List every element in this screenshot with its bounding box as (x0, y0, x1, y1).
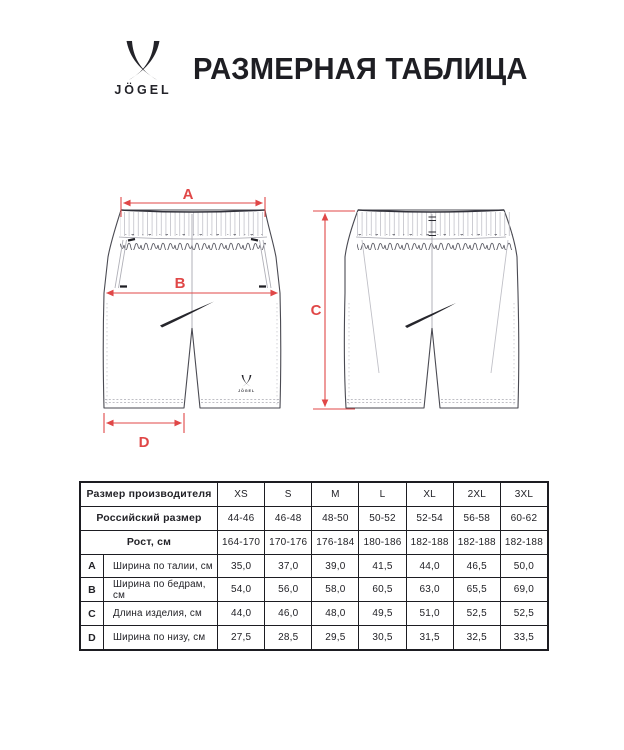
dimension-value: 27,5 (218, 626, 265, 649)
size-table-header-value: 182-188 (407, 531, 454, 554)
dimension-value: 28,5 (265, 626, 312, 649)
dimension-label: Ширина по бедрам, см (104, 578, 218, 601)
dimension-value: 44,0 (218, 602, 265, 625)
mini-jogel-wordmark: JÖGEL (238, 389, 255, 393)
dimension-b-label: B (174, 275, 186, 292)
dimension-value: 50,0 (513, 560, 535, 572)
shorts-back-drawing (300, 178, 530, 462)
brand-wordmark: JÖGEL (114, 83, 172, 97)
dimension-value: 49,5 (359, 602, 406, 625)
dimension-value: 32,5 (454, 626, 501, 649)
size-table-header-value: 60-62 (510, 512, 538, 524)
size-table-header-value: 170-176 (265, 531, 312, 554)
dimension-value: 31,5 (407, 626, 454, 649)
dimension-letter: A (81, 555, 104, 578)
size-table-header-value: L (359, 483, 406, 506)
size-table-header-value: 182-188 (504, 536, 543, 548)
dimension-d-label: D (138, 434, 150, 451)
dimension-value: 30,5 (359, 626, 406, 649)
dimension-value: 56,0 (265, 578, 312, 601)
dimension-d-arrow (104, 413, 184, 433)
page-title: РАЗМЕРНАЯ ТАБЛИЦА (193, 51, 528, 86)
dimension-value: 44,0 (407, 555, 454, 578)
waistband-scrunch (120, 234, 266, 250)
dimension-c-label: C (310, 302, 322, 319)
table-row (81, 483, 547, 507)
size-table-header-value: S (265, 483, 312, 506)
size-table-header-value: 48-50 (312, 507, 359, 530)
shorts-front-drawing (90, 178, 290, 462)
dimension-value: 29,5 (312, 626, 359, 649)
size-table-header-value: XL (407, 483, 454, 506)
dimension-value: 33,5 (513, 632, 535, 644)
size-table (79, 481, 549, 651)
dimension-label: Ширина по низу, см (104, 626, 218, 649)
size-table-header-value: 182-188 (454, 531, 501, 554)
dimension-value: 58,0 (312, 578, 359, 601)
dimension-label: Длина изделия, см (104, 602, 218, 625)
brand-logo (104, 40, 182, 97)
size-table-header-value: 50-52 (359, 507, 406, 530)
size-table-header-value: 46-48 (265, 507, 312, 530)
dimension-value: 37,0 (265, 555, 312, 578)
table-row (81, 531, 547, 555)
table-row (81, 507, 547, 531)
dimension-value: 60,5 (359, 578, 406, 601)
size-table-header-value: 56-58 (454, 507, 501, 530)
dimension-letter: B (81, 578, 104, 601)
table-row (81, 555, 547, 579)
waistband-gathers (120, 212, 266, 236)
size-table-header-label: Рост, см (81, 531, 218, 554)
dimension-value: 65,5 (454, 578, 501, 601)
size-table-header-value: 164-170 (218, 531, 265, 554)
dimension-value: 52,5 (513, 608, 535, 620)
table-row (81, 578, 547, 602)
jogel-logo-icon (121, 40, 165, 82)
dimension-value: 46,5 (454, 555, 501, 578)
dimension-value: 51,0 (407, 602, 454, 625)
size-table-header-value: 2XL (454, 483, 501, 506)
dimension-value: 35,0 (218, 555, 265, 578)
size-table-header-label: Размер производителя (81, 483, 218, 506)
dimension-a-label: A (182, 186, 194, 203)
dimension-letter: D (81, 626, 104, 649)
table-row (81, 626, 547, 649)
dimension-value: 54,0 (218, 578, 265, 601)
size-table-header-value: 3XL (514, 488, 534, 500)
size-table-header-label: Российский размер (81, 507, 218, 530)
dimension-letter: C (81, 602, 104, 625)
table-row (81, 602, 547, 626)
dimension-value: 39,0 (312, 555, 359, 578)
dimension-value: 41,5 (359, 555, 406, 578)
size-table-header-value: 44-46 (218, 507, 265, 530)
size-table-header-value: 52-54 (407, 507, 454, 530)
dimension-label: Ширина по талии, см (104, 555, 218, 578)
waistband-scrunch (357, 234, 513, 250)
dimension-value: 46,0 (265, 602, 312, 625)
size-table-header-value: XS (218, 483, 265, 506)
dimension-value: 52,5 (454, 602, 501, 625)
size-table-header-value: 176-184 (312, 531, 359, 554)
dimension-value: 48,0 (312, 602, 359, 625)
dimension-value: 63,0 (407, 578, 454, 601)
size-table-header-value: 180-186 (359, 531, 406, 554)
size-table-header-value: M (312, 483, 359, 506)
dimension-value: 69,0 (513, 584, 535, 596)
